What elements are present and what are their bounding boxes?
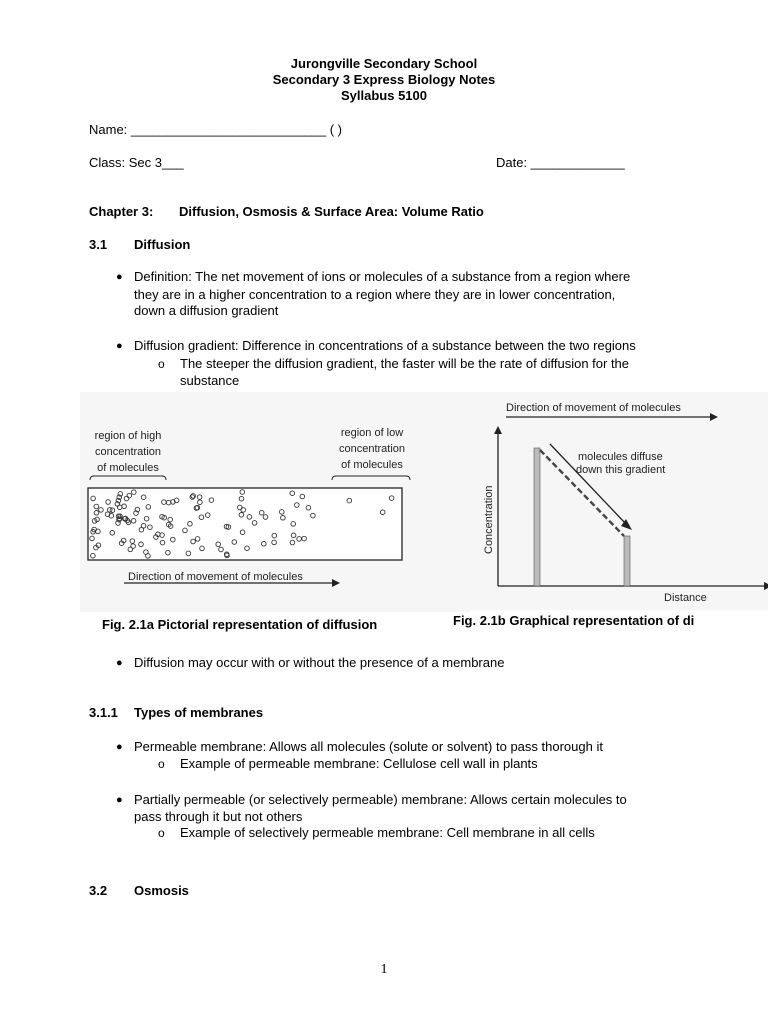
x-axis-label: Distance xyxy=(664,592,707,604)
page-number: 1 xyxy=(380,962,388,977)
graph-caption: Fig. 2.1b Graphical representation of di xyxy=(453,613,695,628)
school-name: Jurongville Secondary School xyxy=(290,56,478,71)
syllabus-code: Syllabus 5100 xyxy=(341,88,427,103)
section-title: Osmosis xyxy=(134,883,189,898)
figure-graph xyxy=(448,392,768,642)
gradient-annotation: molecules diffuse xyxy=(578,451,663,463)
gradient-definition: Diffusion gradient: Difference in concentrations of a substance between the two regions xyxy=(134,338,636,353)
y-axis-label: Concentration xyxy=(483,485,495,554)
gradient-note: The steeper the diffusion gradient, the faster will be the rate of diffusion for the xyxy=(180,356,630,371)
concentration-graph xyxy=(448,392,768,622)
high-label: concentration xyxy=(94,446,162,458)
permeable-example: Example of permeable membrane: Cellulose cell wall in plants xyxy=(180,756,538,771)
definition-line: down a diffusion gradient xyxy=(134,303,279,318)
date-field: Date: _____________ xyxy=(496,155,625,170)
membrane-note: Diffusion may occur with or without the presence of a membrane xyxy=(134,655,505,670)
chapter-number: Chapter 3: xyxy=(89,204,154,219)
permeable-definition: Permeable membrane: Allows all molecules (solute or solvent) to pass thorough it xyxy=(134,739,603,754)
bullet-icon: ● xyxy=(116,271,123,283)
high-label: of molecules xyxy=(97,462,159,474)
chapter-title: Diffusion, Osmosis & Surface Area: Volume Ratio xyxy=(179,204,484,219)
low-label: concentration xyxy=(338,443,406,455)
sub-bullet-icon: o xyxy=(158,826,165,840)
subsection-title: Types of membranes xyxy=(134,705,264,720)
sub-bullet-icon: o xyxy=(158,357,165,371)
bullet-icon: ● xyxy=(116,741,123,753)
section-number: 3.1 xyxy=(89,237,108,252)
class-field: Class: Sec 3___ xyxy=(89,155,184,170)
name-field: Name: ___________________________ ( ) xyxy=(89,122,342,137)
partial-definition: pass through it but not others xyxy=(134,809,303,824)
partial-example: Example of selectively permeable membrane: Cell membrane in all cells xyxy=(180,825,595,840)
diffusion-diagram xyxy=(80,392,470,642)
direction-label: Direction of movement of molecules xyxy=(128,571,303,583)
course-title: Secondary 3 Express Biology Notes xyxy=(272,72,496,87)
section-title: Diffusion xyxy=(134,237,191,252)
low-label: of molecules xyxy=(341,459,403,471)
figure-pictorial xyxy=(80,392,470,642)
section-number: 3.2 xyxy=(89,883,108,898)
sub-bullet-icon: o xyxy=(158,757,165,771)
bullet-icon: ● xyxy=(116,340,123,352)
definition-line: they are in a higher concentration to a region where they are in lower concentration, xyxy=(134,287,616,302)
partial-definition: Partially permeable (or selectively permeable) membrane: Allows certain molecules to xyxy=(134,792,627,807)
subsection-number: 3.1.1 xyxy=(89,705,118,720)
graph-direction-label: Direction of movement of molecules xyxy=(506,402,681,414)
bullet-icon: ● xyxy=(116,794,123,806)
low-label: region of low xyxy=(340,427,404,439)
gradient-note: substance xyxy=(180,373,240,388)
high-label: region of high xyxy=(94,430,162,442)
definition-line: Definition: The net movement of ions or molecules of a substance from a region where xyxy=(134,269,631,284)
gradient-annotation: down this gradient xyxy=(576,464,666,476)
bullet-icon: ● xyxy=(116,657,123,669)
figure-caption: Fig. 2.1a Pictorial representation of diffusion xyxy=(102,617,378,632)
